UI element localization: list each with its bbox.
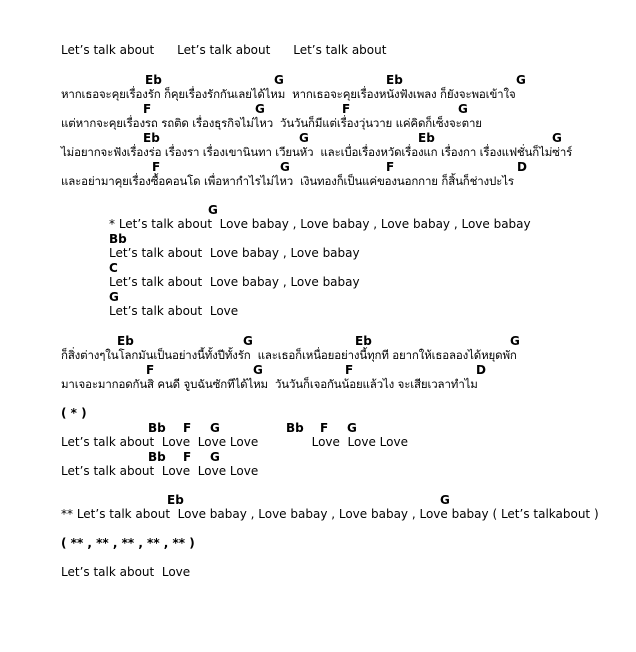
chord: G [440, 493, 450, 507]
chord: G [458, 102, 468, 116]
chord: G [253, 363, 263, 377]
chord: F [143, 102, 152, 116]
chorus-line: Let’s talk about Love babay , Love babay [109, 275, 360, 289]
chord: G [552, 131, 562, 145]
chord: Eb [167, 493, 184, 507]
chord: Bb [286, 421, 304, 435]
chord: F [345, 363, 354, 377]
lyric-line: มาเจอะมากอดกันสิ คนดี จูบฉันซักทีได้ไหม วันวันก็เจอกันน้อยแล้วไง จะเสียเวลาทำไม [61, 377, 478, 391]
finale-line: ** Let’s talk about Love babay , Love babay , Love babay , Love babay ( Let’s talkabout ) [61, 507, 599, 521]
chord: G [210, 421, 220, 435]
chorus-line: * Let’s talk about Love babay , Love babay , Love babay , Love babay [109, 217, 531, 231]
lyric-line: แต่หากจะคุยเรื่องรถ รถติด เรื่องธุรกิจไม่ไหว วันวันก็มีแต่เรื่องวุ่นวาย แค่คิดก็เซ็งจะตาย [61, 116, 482, 130]
chord: Eb [145, 73, 162, 87]
lyric-line: หากเธอจะคุยเรื่องรัก ก็คุยเรื่องรักกันเลยได้ไหม หากเธอจะคุยเรื่องหนังฟังเพลง ก็ยังจะพอเข้าใจ [61, 87, 516, 101]
chord: G [280, 160, 290, 174]
chord: Eb [418, 131, 435, 145]
chord: G [255, 102, 265, 116]
chord: D [476, 363, 486, 377]
bridge-line: Let’s talk about Love Love Love [61, 464, 259, 478]
chord: Eb [143, 131, 160, 145]
chord: F [342, 102, 351, 116]
lyric-line: และอย่ามาคุยเรื่องซื้อคอนโด เพื่อหากำไรไม่ไหว เงินทองก็เป็นแค่ของนอกกาย ก็สิ้นก็ช่างปะไร [61, 174, 514, 188]
chord: G [109, 290, 119, 304]
chord: Eb [355, 334, 372, 348]
chord: G [347, 421, 357, 435]
chord: G [516, 73, 526, 87]
bridge-line: Let’s talk about Love Love Love Love Love Love [61, 435, 408, 449]
outro-line: Let’s talk about Love [61, 565, 191, 579]
lyric-line: ไม่อยากจะฟังเรื่องร่อ เรื่องรา เรื่องเขานินทา เวียนหัว และเบื่อเรื่องหวัดเรื่องแก เรื่องกา เรื่องแฟชั่นก็ไม่ซ่าร์ [61, 145, 573, 159]
chord: F [320, 421, 329, 435]
chord: Bb [109, 232, 127, 246]
lyric-line: ก็สิ่งต่างๆในโลกมันเป็นอย่างนี้ทั้งปีทั้งรัก และเธอก็เหนื่อยอย่างนี้ทุกที อยากให้เธอลองได้หยุดพัก [61, 348, 517, 362]
chord: Eb [386, 73, 403, 87]
chord: G [274, 73, 284, 87]
chord: F [146, 363, 155, 377]
chord: F [183, 450, 192, 464]
chord: Eb [117, 334, 134, 348]
chord: D [517, 160, 527, 174]
chord: G [299, 131, 309, 145]
repeat-marker: ( ** , ** , ** , ** , ** ) [61, 536, 195, 550]
repeat-marker: ( * ) [61, 406, 87, 420]
chord: G [243, 334, 253, 348]
chorus-line: Let’s talk about Love babay , Love babay [109, 246, 360, 260]
chord: G [210, 450, 220, 464]
chord: G [208, 203, 218, 217]
chord: G [510, 334, 520, 348]
chord: Bb [148, 421, 166, 435]
chord: Bb [148, 450, 166, 464]
intro-line: Let’s talk about Let’s talk about Let’s talk about [61, 43, 387, 57]
chorus-line: Let’s talk about Love [109, 304, 239, 318]
chord: F [152, 160, 161, 174]
chord: F [183, 421, 192, 435]
chord: C [109, 261, 118, 275]
chord: F [386, 160, 395, 174]
